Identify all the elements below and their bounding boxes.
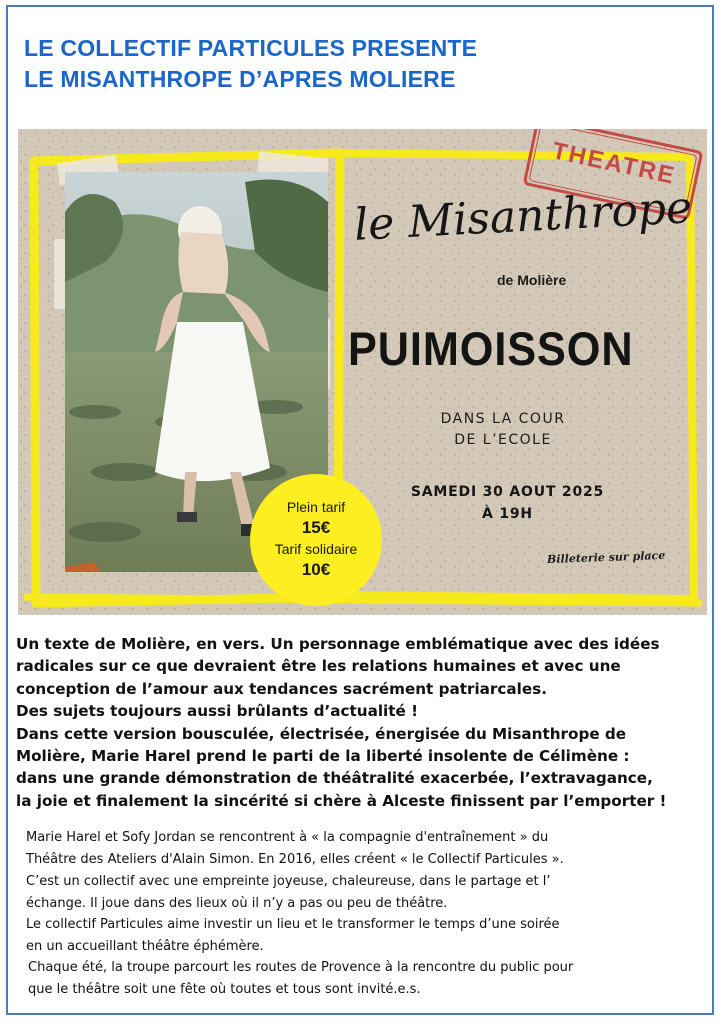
about-paragraph-2	[26, 871, 560, 957]
about-paragraph-3	[28, 957, 573, 1000]
ticketing-note: Billeterie sur place	[546, 548, 666, 567]
date-line-1: SAMEDI 30 AOUT 2025	[410, 484, 605, 500]
event-poster	[18, 129, 707, 615]
description-line: dans une grande démonstration de théâtralité exacerbée, l’extravagance,	[16, 769, 653, 788]
date-line-2: À 19H	[482, 506, 533, 522]
about-line: échange. Il joue dans des lieux où il n’y a pas ou peu de théâtre.	[26, 895, 448, 911]
about-line: en un accueillant théâtre éphémère.	[26, 938, 264, 954]
event-city: PUIMOISSON	[348, 322, 634, 375]
venue-line-2: DE L’ECOLE	[454, 432, 552, 448]
solidarity-price-label: Tarif solidaire	[274, 541, 358, 557]
event-venue	[423, 409, 583, 451]
price-badge	[250, 474, 382, 606]
venue-line-1: DANS LA COUR	[440, 411, 566, 427]
play-author: de Molière	[497, 272, 567, 288]
page-title	[24, 33, 477, 95]
play-title: le Misanthrope	[352, 182, 694, 251]
description-line: conception de l’amour aux tendances sacrément patriarcales.	[16, 679, 547, 698]
full-price-label: Plein tarif	[286, 499, 346, 515]
about-paragraph-1	[26, 827, 564, 870]
description-line: la joie et finalement la sincérité si chère à Alceste finissent par l’emporter !	[16, 791, 667, 810]
about-line: Marie Harel et Sofy Jordan se rencontrent à « la compagnie d'entraînement » du	[26, 830, 549, 845]
title-line-2: LE MISANTHROPE D’APRES MOLIERE	[24, 66, 456, 92]
description-line: Dans cette version bousculée, électrisée, énergisée du Misanthrope de	[16, 724, 627, 743]
about-line: Le collectif Particules aime investir un lieu et le transformer le temps d’une soirée	[26, 917, 560, 933]
description-line: Molière, Marie Harel prend le parti de la liberté insolente de Célimène :	[16, 747, 630, 766]
title-line-1: LE COLLECTIF PARTICULES PRESENTE	[24, 35, 478, 61]
about-line: que le théâtre soit une fête où toutes et tous sont invité.e.s.	[28, 981, 421, 997]
about-line: Chaque été, la troupe parcourt les routes de Provence à la rencontre du public pour	[28, 960, 574, 975]
event-date	[390, 481, 625, 525]
stamp-label: THEATRE	[549, 137, 679, 190]
about-line: C’est un collectif avec une empreinte joyeuse, chaleureuse, dans le partage et l’	[26, 874, 551, 889]
full-price-value: 15€	[301, 518, 331, 537]
about-line: Théâtre des Ateliers d'Alain Simon. En 2016, elles créent « le Collectif Particules ».	[26, 851, 564, 867]
solidarity-price-value: 10€	[301, 560, 331, 579]
description-line: radicales sur ce que devraient être les relations humaines et avec une	[16, 657, 621, 676]
description-line: Des sujets toujours aussi brûlants d’actualité !	[16, 702, 419, 721]
play-description	[16, 633, 716, 812]
description-line: Un texte de Molière, en vers. Un personnage emblématique avec des idées	[16, 635, 660, 653]
